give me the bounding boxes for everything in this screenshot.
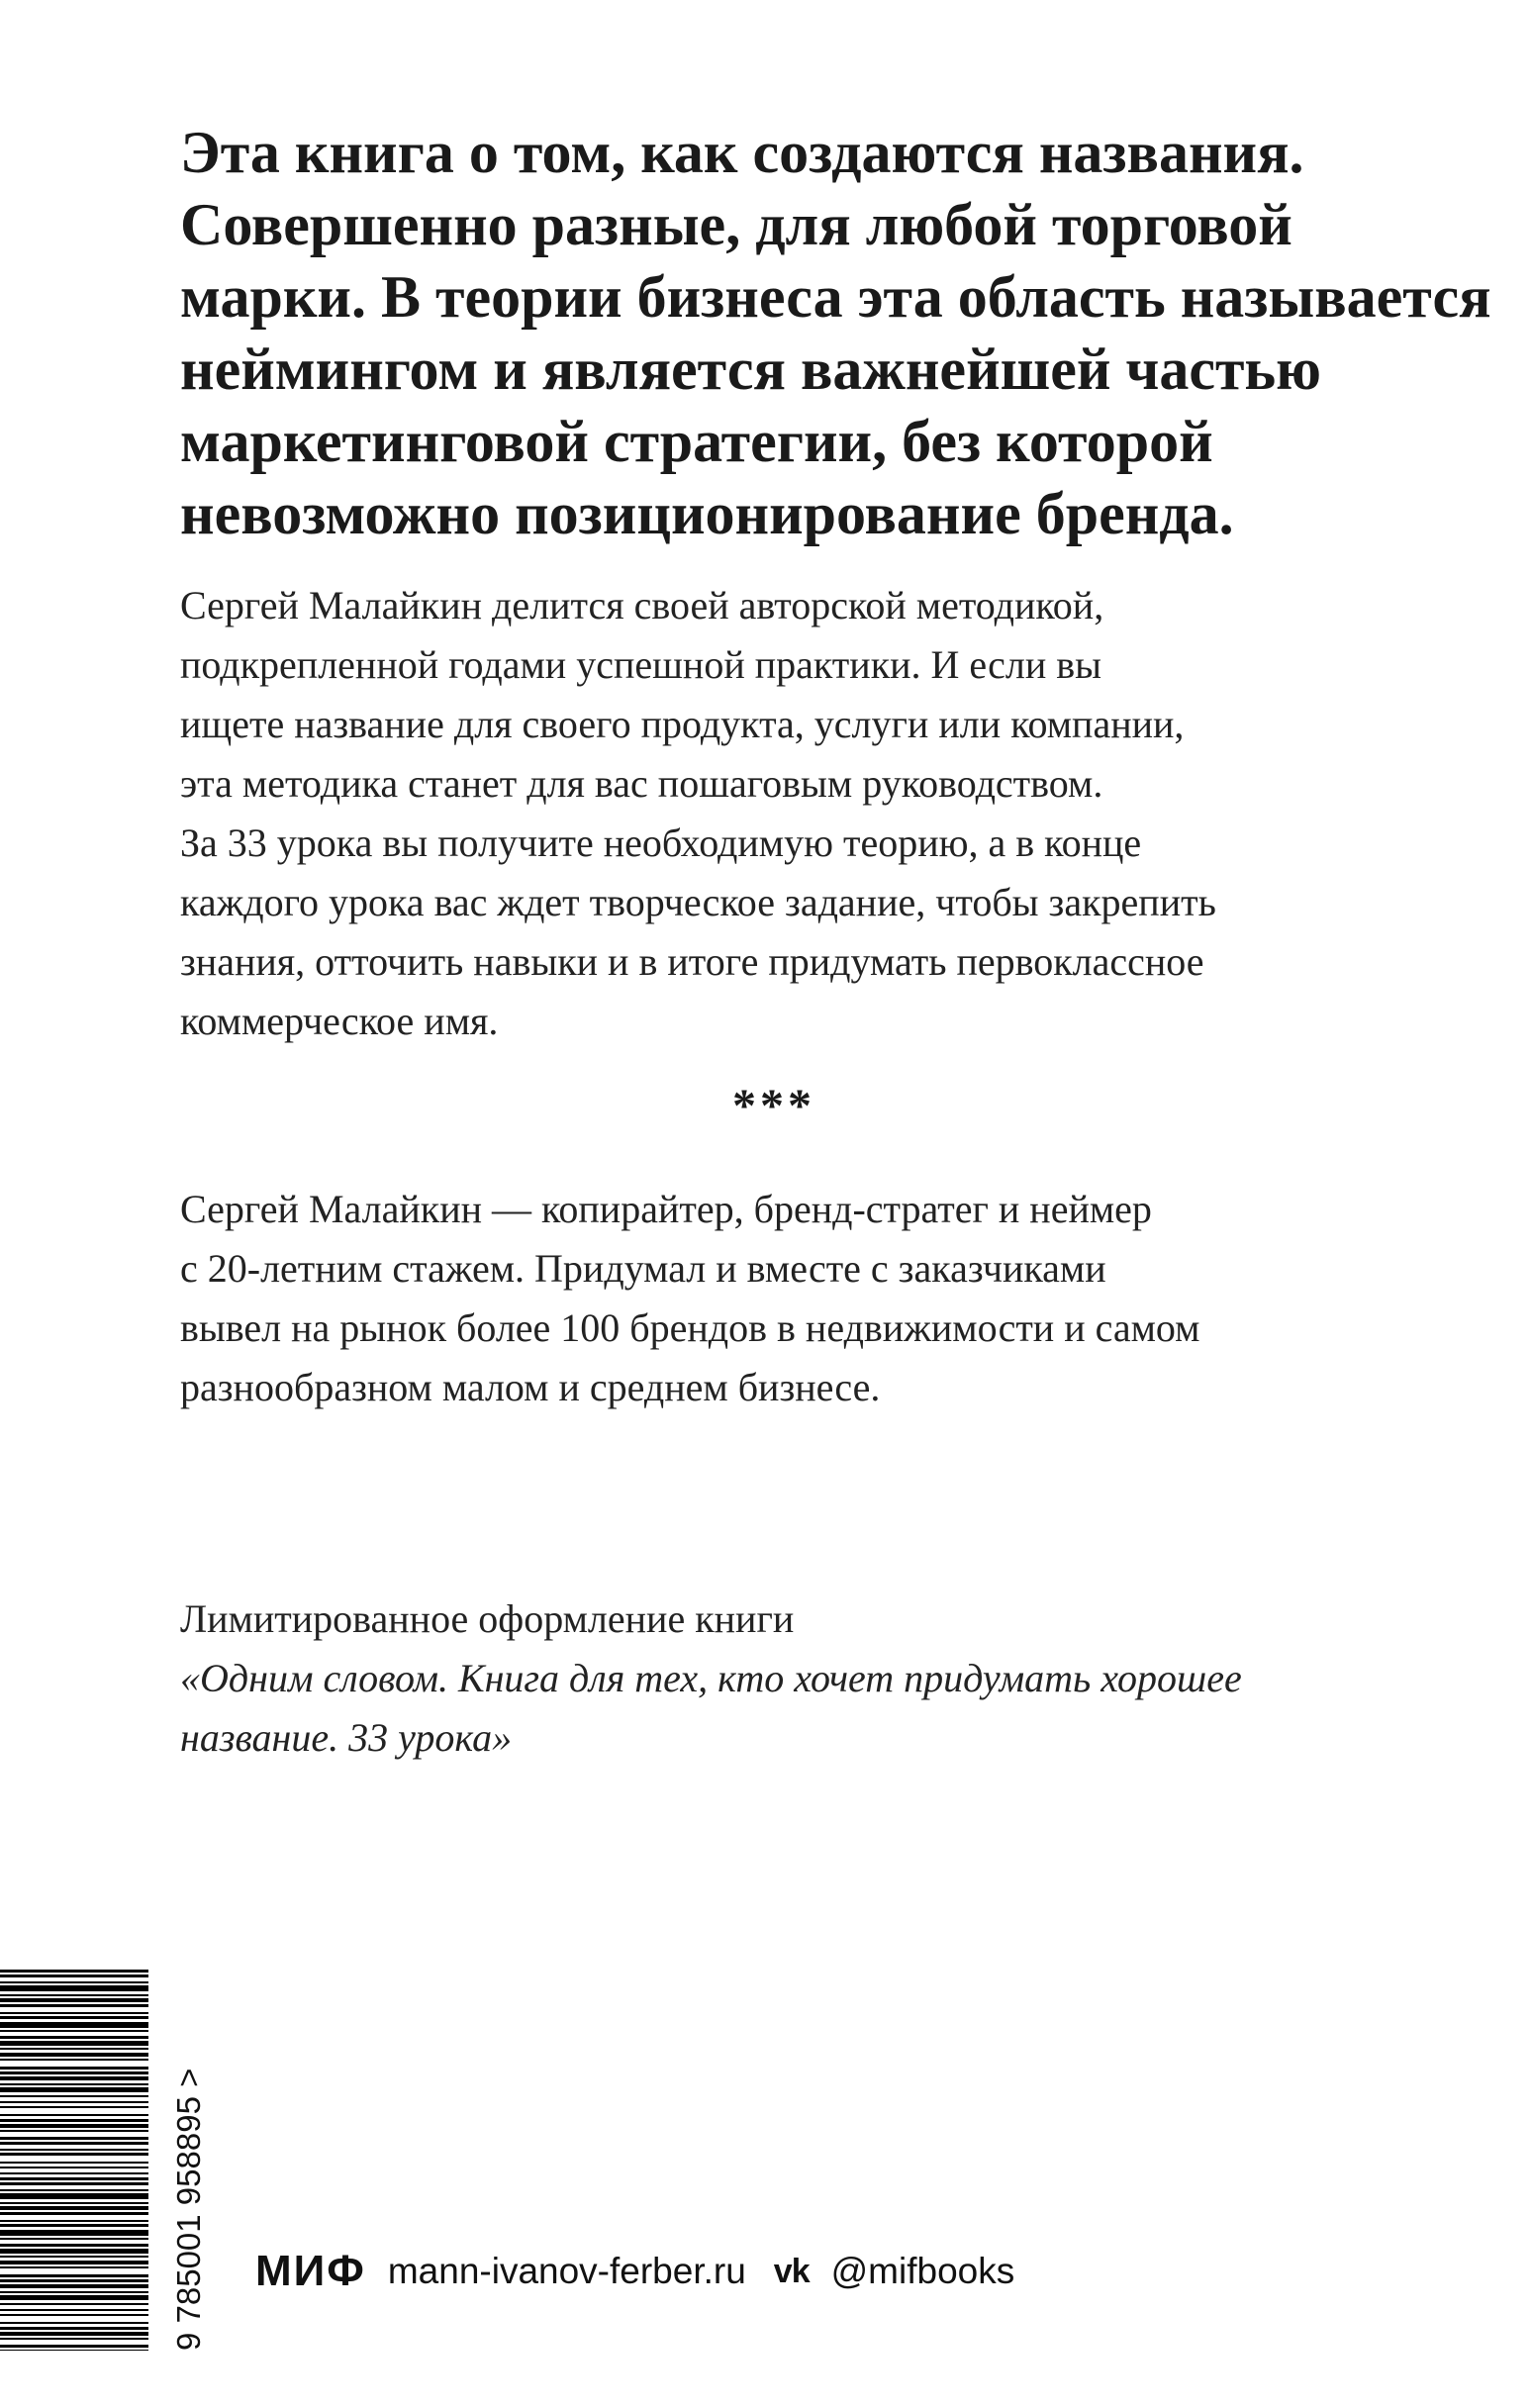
text-line: разнообразном малом и среднем бизнесе. (180, 1365, 881, 1409)
vk-icon: vk (773, 2252, 810, 2290)
publisher-footer (255, 2242, 1014, 2301)
description-paragraph (180, 576, 1467, 1051)
text-line: с 20-летним стажем. Придумал и вместе с заказчиками (180, 1246, 1106, 1291)
text-line: вывел на рынок более 100 брендов в недвижимости и самом (180, 1305, 1200, 1350)
isbn-number: 9 785001 958895 > (170, 2068, 207, 2351)
social-handle[interactable]: @mifbooks (830, 2251, 1015, 2291)
text-line: знания, отточить навыки и в итоге придумать первоклассное (180, 939, 1204, 984)
publisher-logo: МИФ (255, 2247, 366, 2295)
text-line: эта методика станет для вас пошаговым руководством. (180, 761, 1103, 806)
lead-line: маркетинговой стратегии, без которой (180, 409, 1213, 474)
book-title-line: «Одним словом. Книга для тех, кто хочет придумать хорошее (180, 1656, 1242, 1700)
lead-line: Совершенно разные, для любой торговой (180, 192, 1292, 257)
text-line: Сергей Малайкин делится своей авторской методикой, (180, 583, 1104, 627)
barcode (0, 1970, 148, 2351)
section-separator: *** (732, 1080, 815, 1132)
lead-paragraph (180, 117, 1491, 550)
lead-line: Эта книга о том, как создаются названия. (180, 120, 1304, 185)
text-line: каждого урока вас ждет творческое задание, чтобы закрепить (180, 880, 1216, 924)
book-title-line: название. 33 урока» (180, 1715, 513, 1760)
text-line: ищете название для своего продукта, услуги или компании, (180, 702, 1185, 746)
text-line: Сергей Малайкин — копирайтер, бренд-стратег и неймер (180, 1187, 1152, 1231)
lead-line: неймингом и является важнейшей частью (180, 337, 1322, 402)
text-line: За 33 урока вы получите необходимую теорию, а в конце (180, 820, 1142, 865)
text-line: подкрепленной годами успешной практики. И если вы (180, 642, 1102, 687)
lead-line: невозможно позиционирование бренда. (180, 481, 1234, 546)
lead-line: марки. В теории бизнеса эта область называется (180, 264, 1491, 330)
text-line: коммерческое имя. (180, 999, 499, 1043)
website-link[interactable]: mann-ivanov-ferber.ru (387, 2251, 746, 2291)
author-bio-paragraph (180, 1180, 1467, 1417)
limited-edition-note (180, 1589, 1467, 1768)
limited-edition-label: Лимитированное оформление книги (180, 1596, 795, 1641)
